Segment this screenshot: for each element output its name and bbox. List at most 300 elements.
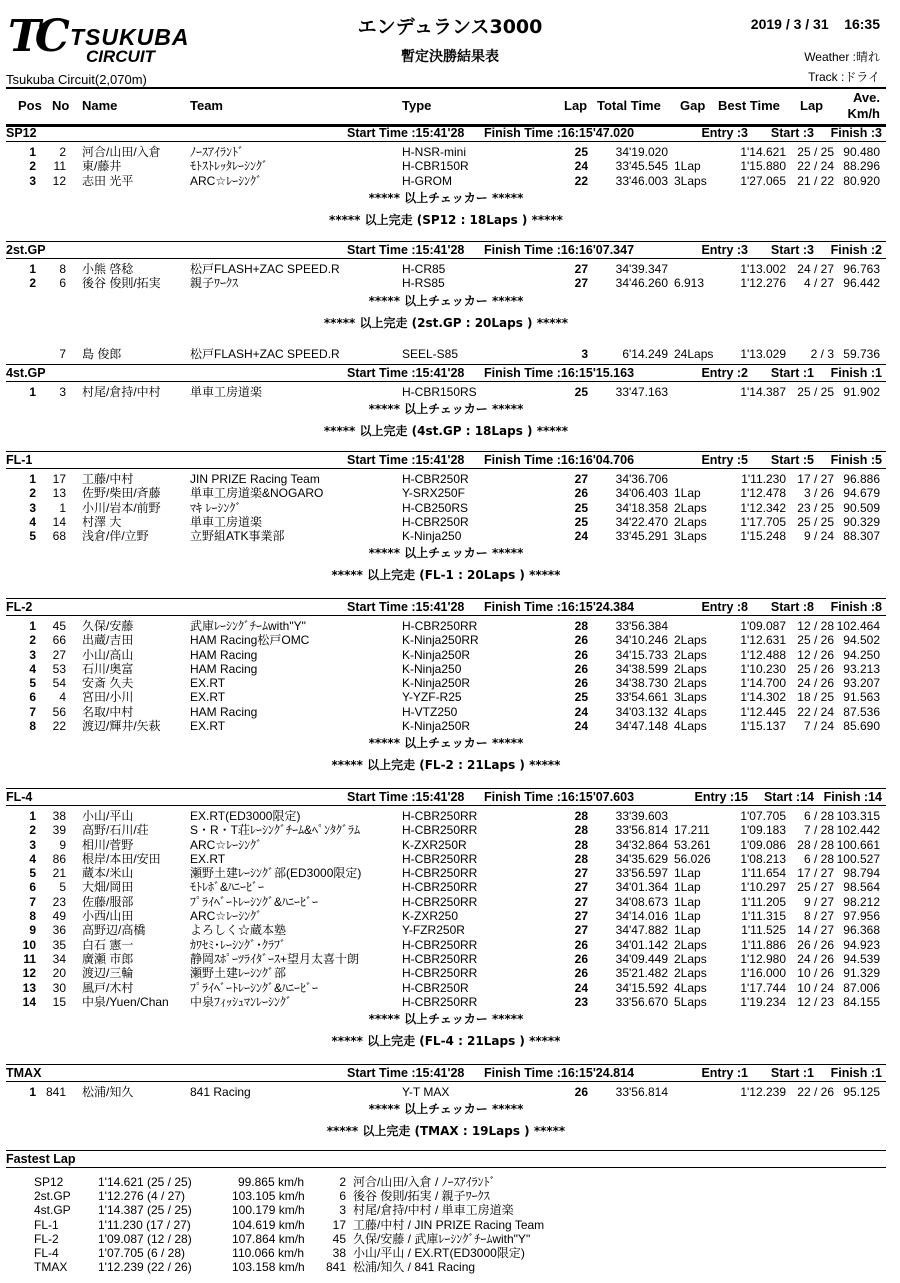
best-time-cell: 1'11.315: [741, 909, 786, 924]
best-time-cell: 1'12.488: [740, 647, 786, 662]
team-cell: 立野組ATK事業部: [190, 529, 285, 544]
machine-type-cell: H-RS85: [402, 276, 445, 291]
total-time-cell: 6'14.249: [622, 346, 668, 361]
team-cell: 瀬野土建ﾚｰｼﾝｸﾞ部(ED3000限定): [190, 866, 362, 881]
track-condition: Track :ドライ: [808, 70, 880, 84]
fastest-speed: 103.105 km/h: [232, 1189, 305, 1204]
fastest-class: FL-2: [34, 1231, 59, 1246]
laps-cell: 24: [574, 719, 588, 734]
laps-cell: 26: [574, 951, 588, 966]
fastest-speed: 99.865 km/h: [237, 1175, 304, 1189]
pos-cell: 6: [29, 690, 36, 705]
col-team: Team: [190, 98, 223, 113]
best-time-cell: 1'11.525: [741, 923, 786, 938]
team-cell: EX.RT: [190, 719, 226, 734]
number-cell: 35: [52, 937, 66, 952]
pos-cell: 2: [29, 486, 36, 501]
result-row: [6, 995, 886, 1009]
page-subtitle: 暫定決勝結果表: [401, 49, 499, 65]
fastest-time: 1'14.621 (25 / 25): [98, 1175, 192, 1189]
team-cell: EX.RT(ED3000限定): [190, 809, 301, 823]
laps-cell: 3: [581, 346, 588, 361]
team-cell: 単車工房道楽: [190, 514, 263, 529]
column-header: [6, 87, 886, 127]
fastest-time: 1'09.087 (12 / 28): [98, 1231, 192, 1246]
number-cell: 23: [52, 894, 66, 909]
total-time-cell: 33'56.814: [615, 1085, 668, 1099]
best-time-cell: 1'12.980: [740, 951, 786, 966]
team-cell: EX.RT: [190, 676, 226, 691]
machine-type-cell: K-Ninja250R: [402, 647, 471, 662]
team-cell: 武庫ﾚｰｼﾝｸﾞﾁｰﾑwith"Y": [190, 619, 306, 633]
gap-cell: 3Laps: [674, 173, 707, 188]
finish-time: Finish Time :16:16'07.347: [484, 243, 635, 257]
team-cell: ARC☆ﾚｰｼﾝｸﾞ: [190, 909, 263, 924]
machine-type-cell: H-CBR250RR: [402, 866, 478, 881]
best-lap-cell: 9 / 27: [803, 894, 834, 909]
rider-name-cell: 白石 憲一: [82, 937, 134, 952]
fastest-number: 17: [332, 1217, 346, 1232]
total-time-cell: 34'47.882: [615, 923, 668, 938]
number-cell: 36: [52, 923, 66, 938]
laps-cell: 25: [574, 690, 588, 705]
laps-cell: 28: [574, 837, 588, 852]
rider-name-cell: 東/藤井: [82, 159, 122, 174]
finish-count: Finish :5: [830, 453, 882, 467]
class-name: SP12: [6, 126, 37, 140]
pos-cell: 1: [29, 385, 36, 399]
laps-cell: 25: [574, 514, 588, 529]
machine-type-cell: H-CBR250RR: [402, 809, 478, 823]
start-time: Start Time :15:41'28: [347, 600, 465, 614]
machine-type-cell: K-Ninja250: [402, 529, 462, 544]
machine-type-cell: K-Ninja250: [402, 661, 462, 676]
rider-name-cell: 大畑/岡田: [82, 880, 134, 895]
best-lap-cell: 28 / 28: [797, 837, 834, 852]
gap-cell: 1Lap: [674, 909, 701, 924]
result-row: [6, 823, 886, 837]
laps-cell: 28: [574, 851, 588, 866]
best-time-cell: 1'14.700: [740, 676, 786, 691]
total-time-cell: 34'46.260: [615, 276, 668, 291]
number-cell: 30: [52, 980, 66, 995]
start-count: Start :8: [770, 600, 814, 614]
team-cell: HAM Racing: [190, 647, 258, 662]
fastest-lap-row: [6, 1175, 886, 1189]
gap-cell: 1Lap: [674, 159, 701, 174]
total-time-cell: 34'39.347: [615, 262, 668, 276]
number-cell: 11: [53, 159, 66, 174]
gap-cell: 5Laps: [674, 994, 707, 1009]
report-datetime: [751, 16, 880, 32]
number-cell: 45: [52, 619, 66, 633]
laps-cell: 27: [574, 472, 588, 486]
checker-note: ***** 以上チェッカー *****: [368, 1102, 524, 1117]
laps-cell: 25: [574, 145, 588, 159]
result-row: [6, 515, 886, 529]
completion-note: ***** 以上完走 (2st.GP : 20Laps ) *****: [323, 315, 569, 330]
gap-cell: 4Laps: [674, 704, 707, 719]
best-lap-cell: 12 / 26: [797, 647, 834, 662]
finish-count: Finish :14: [823, 790, 882, 804]
gap-cell: 3Laps: [674, 690, 707, 705]
result-row: [6, 385, 886, 399]
gap-cell: 1Lap: [674, 486, 701, 501]
finish-count: Finish :2: [830, 243, 882, 257]
best-lap-cell: 6 / 28: [803, 809, 834, 823]
average-speed-cell: 87.006: [843, 980, 880, 995]
number-cell: 12: [52, 173, 66, 188]
class-name: FL-1: [6, 453, 33, 467]
checker-note: ***** 以上チェッカー *****: [368, 293, 524, 308]
average-speed-cell: 94.539: [843, 951, 880, 966]
completion-note: ***** 以上完走 (FL-2 : 21Laps ) *****: [331, 758, 561, 773]
start-time: Start Time :15:41'28: [347, 1066, 465, 1080]
fastest-class: 2st.GP: [34, 1189, 71, 1204]
result-row: [6, 909, 886, 923]
team-cell: 松戸FLASH+ZAC SPEED.R: [190, 262, 340, 276]
pos-cell: 2: [29, 633, 36, 648]
fastest-lap-row: [6, 1232, 886, 1246]
laps-cell: 27: [574, 866, 588, 881]
fastest-lap-row: [6, 1189, 886, 1203]
best-lap-cell: 9 / 24: [803, 529, 834, 544]
machine-type-cell: H-CBR250RR: [402, 966, 478, 981]
total-time-cell: 33'56.597: [615, 866, 668, 881]
best-time-cell: 1'12.631: [740, 633, 786, 648]
result-row: [6, 276, 886, 290]
report-time: 16:35: [844, 16, 880, 32]
rider-name-cell: 中泉/Yuen/Chan: [82, 994, 169, 1009]
best-time-cell: 1'08.213: [740, 851, 786, 866]
machine-type-cell: H-CBR250R: [402, 980, 469, 995]
fastest-time: 1'12.239 (22 / 26): [98, 1260, 192, 1275]
fastest-class: 4st.GP: [34, 1203, 71, 1218]
total-time-cell: 33'47.163: [615, 385, 668, 399]
total-time-cell: 34'36.706: [615, 472, 668, 486]
fastest-number: 841: [325, 1260, 346, 1275]
result-row: [6, 676, 886, 690]
best-lap-cell: 10 / 24: [797, 980, 834, 995]
class-header: [6, 364, 886, 382]
gap-cell: 53.261: [674, 837, 711, 852]
result-row: [6, 619, 886, 633]
best-lap-cell: 22 / 24: [797, 159, 834, 174]
best-time-cell: 1'09.086: [740, 837, 786, 852]
fastest-lap-row: [6, 1246, 886, 1260]
total-time-cell: 34'08.673: [615, 894, 668, 909]
best-time-cell: 1'10.230: [740, 661, 786, 676]
rider-name-cell: 小山/平山: [82, 809, 134, 823]
logo-mark: TC: [8, 11, 64, 62]
rider-name-cell: 佐藤/服部: [82, 894, 134, 909]
average-speed-cell: 100.661: [836, 837, 880, 852]
start-time: Start Time :15:41'28: [347, 126, 465, 140]
col-best-lap: Lap: [800, 98, 824, 113]
result-row: [6, 923, 886, 937]
gap-cell: 1Lap: [674, 866, 701, 881]
rider-name-cell: 島 俊郎: [82, 346, 122, 361]
finish-count: Finish :1: [830, 366, 882, 380]
rider-name-cell: 小山/高山: [82, 647, 134, 662]
best-time-cell: 1'14.621: [740, 145, 786, 159]
total-time-cell: 33'56.670: [615, 994, 668, 1009]
completion-note: ***** 以上完走 (SP12 : 18Laps ) *****: [329, 212, 563, 227]
laps-cell: 25: [574, 500, 588, 515]
machine-type-cell: H-CB250RS: [402, 500, 469, 515]
laps-cell: 26: [574, 633, 588, 648]
class-section: [6, 598, 886, 775]
fastest-speed: 103.158 km/h: [232, 1260, 305, 1275]
laps-cell: 26: [574, 676, 588, 691]
number-cell: 53: [52, 661, 66, 676]
best-lap-cell: 26 / 26: [797, 937, 834, 952]
total-time-cell: 34'09.449: [615, 951, 668, 966]
pos-cell: 1: [29, 472, 36, 486]
start-time: Start Time :15:41'28: [347, 366, 465, 380]
rider-name-cell: 小川/岩本/前野: [82, 500, 161, 515]
best-lap-cell: 22 / 26: [797, 1085, 834, 1099]
pos-cell: 3: [29, 173, 36, 188]
class-header: [6, 124, 886, 142]
best-time-cell: 1'07.705: [740, 809, 786, 823]
col-best-time: Best Time: [718, 98, 780, 113]
average-speed-cell: 102.442: [836, 823, 880, 838]
gap-cell: 2Laps: [674, 676, 707, 691]
machine-type-cell: H-CBR250RR: [402, 823, 478, 838]
team-cell: ARC☆ﾚｰｼﾝｸﾞ: [190, 837, 263, 852]
result-row: [6, 981, 886, 995]
report-date: 2019 / 3 / 31: [750, 16, 829, 32]
class-section: [6, 1064, 886, 1141]
best-time-cell: 1'15.137: [740, 719, 786, 734]
total-time-cell: 33'46.003: [615, 173, 668, 188]
total-time-cell: 34'03.132: [615, 704, 668, 719]
pos-cell: 2: [29, 276, 36, 291]
col-pos: Pos: [18, 98, 42, 113]
result-row: [6, 866, 886, 880]
number-cell: 7: [59, 346, 66, 361]
total-time-cell: 34'14.016: [615, 909, 668, 924]
number-cell: 8: [59, 262, 66, 276]
fastest-time: 1'11.230 (17 / 27): [98, 1217, 191, 1232]
fastest-time: 1'12.276 (4 / 27): [98, 1189, 186, 1204]
total-time-cell: 34'38.730: [615, 676, 668, 691]
machine-type-cell: K-ZXR250: [402, 909, 459, 924]
gap-cell: 2Laps: [674, 633, 707, 648]
laps-cell: 26: [574, 1085, 588, 1099]
total-time-cell: 34'01.364: [615, 880, 668, 895]
finish-count: Finish :1: [830, 1066, 882, 1080]
start-count: Start :3: [770, 243, 814, 257]
number-cell: 66: [52, 633, 66, 648]
rider-name-cell: 村尾/倉持/中村: [82, 385, 161, 399]
total-time-cell: 33'45.545: [615, 159, 668, 174]
best-lap-cell: 24 / 26: [797, 951, 834, 966]
total-time-cell: 34'22.470: [615, 514, 668, 529]
result-row: [6, 529, 886, 543]
fastest-class: TMAX: [34, 1260, 68, 1275]
finish-time: Finish Time :16:15'24.384: [484, 600, 635, 614]
average-speed-cell: 98.794: [843, 866, 880, 881]
team-cell: ﾌﾟﾗｲﾍﾞｰﾄﾚｰｼﾝｸﾞ&ﾊﾆｰﾋﾞｰ: [190, 980, 319, 995]
best-lap-cell: 18 / 25: [797, 690, 834, 705]
entry-count: Entry :1: [701, 1066, 748, 1080]
fastest-speed: 107.864 km/h: [232, 1231, 305, 1246]
rider-name-cell: 相川/菅野: [82, 837, 134, 852]
result-row: [6, 952, 886, 966]
total-time-cell: 34'38.599: [615, 661, 668, 676]
team-cell: HAM Racing: [190, 661, 258, 676]
result-row: [6, 938, 886, 952]
rider-name-cell: 小熊 啓稔: [82, 262, 134, 276]
team-cell: 瀬野土建ﾚｰｼﾝｸﾞ部: [190, 966, 287, 981]
average-speed-cell: 95.125: [843, 1085, 880, 1099]
laps-cell: 26: [574, 937, 588, 952]
fastest-rider-team: 松浦/知久 / 841 Racing: [353, 1260, 476, 1275]
laps-cell: 27: [574, 880, 588, 895]
best-lap-cell: 10 / 26: [797, 966, 834, 981]
best-time-cell: 1'12.445: [740, 704, 786, 719]
number-cell: 39: [52, 823, 66, 838]
number-cell: 14: [52, 514, 66, 529]
pos-cell: 8: [29, 719, 36, 734]
col-no: No: [52, 98, 70, 113]
entry-count: Entry :2: [701, 366, 748, 380]
class-header: [6, 598, 886, 616]
col-average: Ave. Km/h: [847, 90, 880, 121]
machine-type-cell: Y-SRX250F: [402, 486, 465, 501]
number-cell: 6: [59, 276, 66, 291]
average-speed-cell: 59.736: [843, 346, 880, 361]
best-time-cell: 1'19.234: [740, 994, 786, 1009]
number-cell: 34: [52, 951, 66, 966]
result-row: [6, 347, 886, 361]
pos-cell: 1: [29, 1085, 36, 1099]
best-lap-cell: 3 / 26: [803, 486, 834, 501]
pos-cell: 4: [29, 661, 36, 676]
fastest-time: 1'14.387 (25 / 25): [98, 1203, 192, 1218]
machine-type-cell: H-CBR250RR: [402, 894, 478, 909]
col-total-time: Total Time: [597, 98, 661, 113]
number-cell: 1: [59, 500, 66, 515]
class-name: FL-2: [6, 600, 33, 614]
finish-time: Finish Time :16:15'47.020: [484, 126, 635, 140]
rider-name-cell: 松浦/知久: [82, 1085, 134, 1099]
pos-cell: 5: [29, 866, 36, 881]
best-lap-cell: 7 / 24: [803, 719, 834, 734]
gap-cell: 1Lap: [674, 923, 701, 938]
machine-type-cell: H-CBR250RR: [402, 951, 478, 966]
number-cell: 20: [52, 966, 66, 981]
col-lap: Lap: [564, 98, 588, 113]
fastest-speed: 104.619 km/h: [232, 1217, 305, 1232]
best-time-cell: 1'13.029: [740, 346, 786, 361]
team-cell: JIN PRIZE Racing Team: [190, 472, 320, 486]
number-cell: 15: [52, 994, 66, 1009]
rider-name-cell: 小西/山田: [82, 909, 134, 924]
finish-time: Finish Time :16:16'04.706: [484, 453, 635, 467]
average-speed-cell: 90.329: [843, 514, 880, 529]
rider-name-cell: 志田 光平: [82, 173, 134, 188]
total-time-cell: 33'56.384: [615, 619, 668, 633]
pos-cell: 2: [29, 159, 36, 174]
fastest-rider-team: 村尾/倉持/中村 / 単車工房道楽: [353, 1203, 514, 1218]
rider-name-cell: 風戸/木村: [82, 980, 134, 995]
gap-cell: 56.026: [674, 851, 711, 866]
laps-cell: 26: [574, 661, 588, 676]
team-cell: 中泉ﾌｨｯｼｭﾏﾝﾚｰｼﾝｸﾞ: [190, 994, 293, 1009]
fastest-lap-row: [6, 1260, 886, 1274]
start-time: Start Time :15:41'28: [347, 243, 465, 257]
average-speed-cell: 93.213: [843, 661, 880, 676]
total-time-cell: 33'39.603: [615, 809, 668, 823]
pos-cell: 8: [29, 909, 36, 924]
machine-type-cell: H-CBR250RR: [402, 619, 478, 633]
rider-name-cell: 宮田/小川: [82, 690, 134, 705]
result-row: [6, 719, 886, 733]
total-time-cell: 34'32.864: [615, 837, 668, 852]
best-lap-cell: 7 / 28: [803, 823, 834, 838]
class-section: [6, 124, 886, 230]
best-time-cell: 1'16.000: [740, 966, 786, 981]
average-speed-cell: 84.155: [843, 994, 880, 1009]
class-section: [6, 241, 886, 361]
rider-name-cell: 浅倉/伴/立野: [82, 529, 149, 544]
best-lap-cell: 25 / 26: [797, 661, 834, 676]
average-speed-cell: 90.480: [843, 145, 880, 159]
fastest-speed: 110.066 km/h: [232, 1245, 304, 1260]
best-lap-cell: 25 / 25: [797, 385, 834, 399]
logo-circuit-text: CIRCUIT: [86, 47, 155, 66]
machine-type-cell: H-NSR-mini: [402, 145, 466, 159]
gap-cell: 2Laps: [674, 514, 707, 529]
average-speed-cell: 98.564: [843, 880, 880, 895]
pos-cell: 3: [29, 500, 36, 515]
laps-cell: 27: [574, 909, 588, 924]
laps-cell: 23: [574, 994, 588, 1009]
result-row: [6, 633, 886, 647]
rider-name-cell: 久保/安藤: [82, 619, 134, 633]
average-speed-cell: 97.956: [843, 909, 880, 924]
total-time-cell: 34'35.629: [615, 851, 668, 866]
fastest-lap-row: [6, 1203, 886, 1217]
pos-cell: 2: [29, 823, 36, 838]
checker-note: ***** 以上チェッカー *****: [368, 546, 524, 561]
result-row: [6, 852, 886, 866]
total-time-cell: 34'06.403: [615, 486, 668, 501]
team-cell: 単車工房道楽&NOGARO: [190, 486, 324, 501]
machine-type-cell: H-VTZ250: [402, 704, 458, 719]
best-lap-cell: 21 / 22: [797, 173, 834, 188]
best-lap-cell: 24 / 27: [797, 262, 834, 276]
rider-name-cell: 安斎 久夫: [82, 676, 134, 691]
machine-type-cell: H-GROM: [402, 173, 452, 188]
number-cell: 17: [52, 472, 66, 486]
gap-cell: 2Laps: [674, 661, 707, 676]
team-cell: EX.RT: [190, 690, 226, 705]
fastest-number: 45: [332, 1231, 346, 1246]
total-time-cell: 33'56.814: [615, 823, 668, 838]
best-lap-cell: 14 / 27: [797, 923, 834, 938]
finish-time: Finish Time :16:15'15.163: [484, 366, 635, 380]
best-time-cell: 1'12.276: [740, 276, 786, 291]
best-lap-cell: 25 / 25: [797, 514, 834, 529]
best-time-cell: 1'12.478: [740, 486, 786, 501]
pos-cell: 9: [29, 923, 36, 938]
gap-cell: 2Laps: [674, 937, 707, 952]
laps-cell: 24: [574, 704, 588, 719]
